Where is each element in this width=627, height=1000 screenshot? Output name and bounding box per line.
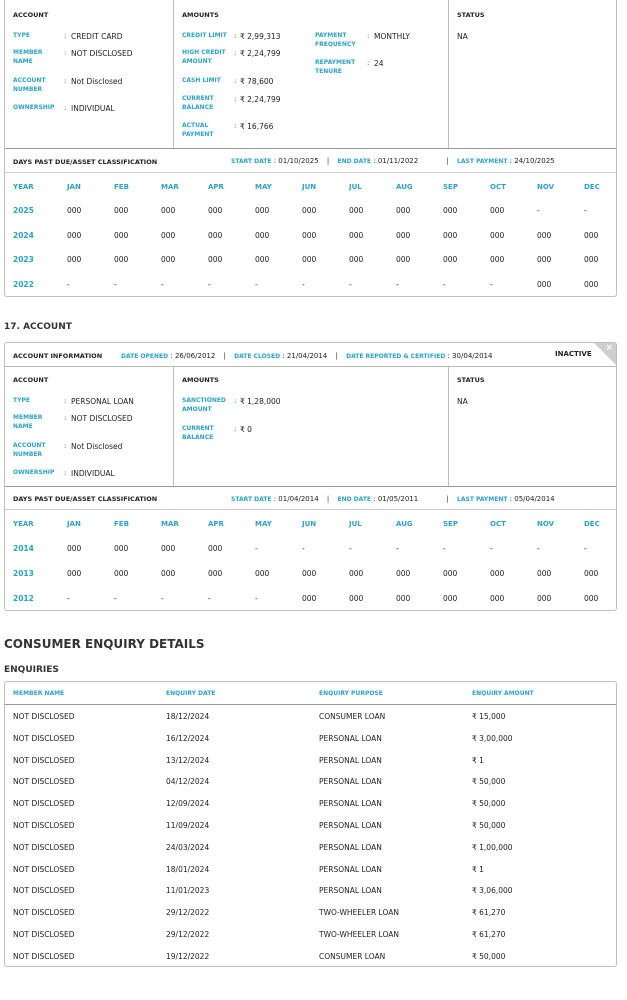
member-name-label: MEMBER NAME — [13, 414, 43, 430]
year-header: YEAR — [13, 520, 34, 528]
dpd-cell: - — [490, 544, 493, 553]
dpd-cell: 000 — [114, 206, 129, 215]
dpd-cell: - — [584, 544, 587, 553]
dpd-cell: 000 — [302, 594, 317, 603]
dpd-cell: 000 — [349, 230, 364, 240]
enquiry-date: 04/12/2024 — [166, 777, 210, 787]
month-header-jun: JUN — [302, 520, 317, 528]
colon: : — [64, 77, 67, 85]
enquiry-amount: ₹ 1 — [472, 755, 484, 765]
divider — [448, 367, 449, 487]
start-date-value: 01/10/2025 — [278, 157, 319, 165]
date-opened-value: 26/06/2012 — [174, 352, 216, 360]
enquiry-purpose: TWO-WHEELER LOAN — [319, 908, 399, 918]
status-value: NA — [457, 32, 468, 41]
dpd-cell: - — [161, 280, 164, 290]
enquiry-date: 18/12/2024 — [166, 712, 210, 721]
dpd-cell: - — [537, 206, 540, 215]
month-header-nov: NOV — [537, 183, 555, 191]
enquiry-date: 12/09/2024 — [166, 799, 210, 809]
enquiry-purpose-header: ENQUIRY PURPOSE — [319, 690, 383, 697]
dpd-title: DAYS PAST DUE/ASSET CLASSIFICATION — [13, 495, 158, 503]
date-reported-label: DATE REPORTED & CERTIFIED — [346, 353, 446, 360]
dpd-cell: - — [443, 280, 446, 290]
colon: : — [234, 32, 237, 40]
colon: : — [64, 32, 67, 40]
status-heading: STATUS — [457, 11, 485, 19]
member-name-label: MEMBER NAME — [13, 49, 43, 65]
account-17-card — [4, 342, 617, 611]
dpd-cell: 000 — [443, 230, 458, 240]
colon: : — [64, 469, 67, 477]
close-icon[interactable]: × — [605, 343, 613, 353]
current-balance-label: CURRENT BALANCE — [182, 425, 214, 441]
enquiry-purpose: TWO-WHEELER LOAN — [319, 930, 399, 939]
dpd-cell: 000 — [67, 569, 82, 578]
month-header-may: MAY — [255, 520, 272, 528]
separator: | — [326, 157, 330, 165]
month-header-apr: APR — [208, 520, 224, 528]
start-date-label: START DATE — [231, 158, 272, 165]
ownership-value: INDIVIDUAL — [71, 469, 115, 478]
account-number-label: ACCOUNT NUMBER — [13, 442, 46, 458]
dpd-cell: 000 — [255, 255, 270, 265]
dpd-title: DAYS PAST DUE/ASSET CLASSIFICATION — [13, 158, 158, 166]
last-payment-value: 24/10/2025 — [514, 157, 555, 165]
separator: | — [446, 157, 449, 165]
enquiry-date: 11/09/2024 — [166, 821, 210, 830]
divider — [5, 509, 616, 510]
enquiry-date: 29/12/2022 — [166, 908, 210, 918]
divider — [173, 367, 174, 487]
dpd-cell: - — [67, 594, 70, 603]
enquiry-purpose: PERSONAL LOAN — [319, 799, 382, 809]
month-header-jul: JUL — [349, 520, 362, 528]
enquiry-purpose: CONSUMER LOAN — [319, 951, 386, 961]
current-balance-value: ₹ 0 — [240, 425, 252, 434]
end-date-value: 01/05/2011 — [377, 495, 419, 503]
divider — [5, 486, 616, 487]
dpd-cell: - — [537, 544, 540, 553]
dpd-cell: 000 — [490, 569, 505, 578]
start-date-label: START DATE — [231, 496, 272, 503]
month-header-feb: FEB — [114, 183, 129, 191]
enquiries-subtitle: ENQUIRIES — [4, 665, 59, 675]
enquiry-purpose: PERSONAL LOAN — [319, 821, 382, 830]
dpd-cell: 000 — [349, 569, 364, 578]
type-value: CREDIT CARD — [71, 32, 123, 41]
dpd-dates: START DATE : 01/04/2014 | END DATE : 01/05/2011 | LAST PAYMENT : 05/04/2014 — [231, 495, 555, 503]
dpd-cell: 000 — [161, 255, 176, 265]
month-header-mar: MAR — [161, 520, 179, 528]
dpd-cell: 000 — [537, 569, 552, 578]
dpd-cell: - — [302, 544, 305, 553]
amounts-heading: AMOUNTS — [182, 376, 219, 384]
colon: : — [64, 49, 67, 57]
enquiry-amount: ₹ 50,000 — [472, 821, 506, 830]
dpd-cell: 000 — [67, 206, 82, 215]
amounts-heading: AMOUNTS — [182, 11, 219, 19]
enquiry-purpose: PERSONAL LOAN — [319, 777, 382, 787]
enquiry-member: NOT DISCLOSED — [13, 799, 75, 809]
colon: : — [367, 32, 370, 40]
current-balance-label: CURRENT BALANCE — [182, 95, 214, 111]
date-opened-label: DATE OPENED — [121, 353, 169, 360]
credit-limit-value: ₹ 2,99,313 — [240, 32, 281, 41]
account-heading: ACCOUNT — [13, 11, 49, 19]
dpd-cell: - — [396, 544, 399, 553]
dpd-cell: - — [67, 280, 70, 290]
colon: : — [234, 95, 237, 103]
ownership-label: OWNERSHIP — [13, 104, 55, 111]
dpd-cell: - — [584, 206, 587, 215]
dpd-cell: 000 — [490, 255, 505, 265]
enquiry-amount: ₹ 15,000 — [472, 712, 506, 721]
sanctioned-amount-label: SANCTIONED AMOUNT — [182, 397, 226, 413]
enquiry-table — [4, 681, 617, 967]
month-header-feb: FEB — [114, 520, 129, 528]
cash-limit-label: CASH LIMIT — [182, 77, 221, 84]
cash-limit-value: ₹ 78,600 — [240, 77, 274, 86]
month-header-oct: OCT — [490, 520, 506, 528]
ownership-label: OWNERSHIP — [13, 469, 55, 476]
month-header-apr: APR — [208, 183, 224, 191]
dpd-cell: 000 — [537, 230, 552, 240]
member-name-value: NOT DISCLOSED — [71, 49, 133, 58]
dpd-cell: 000 — [114, 230, 129, 240]
divider — [173, 0, 174, 149]
divider — [5, 148, 616, 149]
enquiry-member: NOT DISCLOSED — [13, 755, 75, 765]
enquiry-member: NOT DISCLOSED — [13, 777, 75, 787]
dpd-cell: - — [396, 280, 399, 290]
divider — [5, 704, 616, 705]
enquiry-member: NOT DISCLOSED — [13, 864, 75, 874]
member-name-value: NOT DISCLOSED — [71, 414, 133, 423]
enquiry-amount: ₹ 61,270 — [472, 908, 506, 918]
account-info-title: ACCOUNT INFORMATION — [13, 352, 103, 360]
dpd-cell: - — [208, 280, 211, 290]
enquiry-section-title: CONSUMER ENQUIRY DETAILS — [4, 637, 205, 651]
actual-payment-label: ACTUAL PAYMENT — [182, 122, 214, 138]
member-name-header: MEMBER NAME — [13, 690, 65, 697]
enquiry-member: NOT DISCLOSED — [13, 886, 75, 896]
dpd-cell: 000 — [396, 255, 411, 265]
separator: | — [223, 352, 226, 360]
dpd-cell: 000 — [584, 255, 599, 265]
enquiry-amount: ₹ 61,270 — [472, 930, 506, 939]
dpd-cell: 000 — [443, 569, 458, 578]
year-link-2014[interactable]: 2014 — [13, 544, 34, 553]
dpd-dates: START DATE : 01/10/2025 | END DATE : 01/11/2022 | LAST PAYMENT : 24/10/2025 — [231, 157, 555, 165]
account-number-value: Not Disclosed — [71, 442, 123, 451]
enquiry-member: NOT DISCLOSED — [13, 930, 75, 939]
sanctioned-amount-value: ₹ 1,28,000 — [240, 397, 281, 406]
dpd-cell: 000 — [161, 569, 176, 578]
status-badge: INACTIVE — [555, 350, 592, 358]
credit-limit-label: CREDIT LIMIT — [182, 32, 227, 39]
year-link-2013[interactable]: 2013 — [13, 569, 34, 578]
year-link-2023[interactable]: 2023 — [13, 255, 34, 265]
dpd-cell: 000 — [208, 255, 223, 265]
month-header-jan: JAN — [67, 183, 81, 191]
month-header-dec: DEC — [584, 183, 600, 191]
dpd-cell: 000 — [396, 206, 411, 215]
month-header-may: MAY — [255, 183, 272, 191]
year-link-2025[interactable]: 2025 — [13, 206, 34, 215]
enquiry-purpose: CONSUMER LOAN — [319, 712, 386, 721]
dpd-cell: 000 — [255, 206, 270, 215]
dpd-cell: 000 — [161, 206, 176, 215]
ownership-value: INDIVIDUAL — [71, 104, 115, 113]
date-closed-value: 21/04/2014 — [286, 352, 328, 360]
month-header-aug: AUG — [396, 520, 413, 528]
month-header-jul: JUL — [349, 183, 362, 191]
dpd-cell: 000 — [396, 230, 411, 240]
account-16-card — [4, 0, 617, 297]
account-dates: DATE OPENED : 26/06/2012 | DATE CLOSED : 21/04/2014 | DATE REPORTED & CERTIFIED : 30/04/2014 — [121, 352, 493, 360]
enquiry-purpose: PERSONAL LOAN — [319, 864, 382, 874]
colon: : — [64, 414, 67, 422]
dpd-cell: - — [114, 594, 117, 603]
dpd-cell: 000 — [208, 544, 223, 553]
payment-frequency-label: PAYMENT FREQUENCY — [315, 32, 356, 48]
enquiry-member: NOT DISCLOSED — [13, 712, 75, 721]
dpd-cell: 000 — [114, 544, 129, 553]
dpd-cell: 000 — [584, 569, 599, 578]
type-label: TYPE — [13, 32, 30, 39]
enquiry-amount: ₹ 1 — [472, 864, 484, 874]
dpd-cell: 000 — [584, 230, 599, 240]
colon: : — [64, 397, 67, 405]
enquiry-amount: ₹ 50,000 — [472, 951, 506, 961]
dpd-cell: 000 — [349, 255, 364, 265]
year-header: YEAR — [13, 183, 34, 191]
type-label: TYPE — [13, 397, 30, 404]
enquiry-date: 24/03/2024 — [166, 842, 210, 852]
enquiry-amount: ₹ 3,06,000 — [472, 886, 513, 896]
status-value: NA — [457, 397, 468, 406]
dpd-cell: 000 — [302, 255, 317, 265]
dpd-cell: 000 — [537, 255, 552, 265]
repayment-tenure-label: REPAYMENT TENURE — [315, 59, 356, 75]
enquiry-date: 13/12/2024 — [166, 755, 210, 765]
divider — [5, 366, 616, 367]
enquiry-date: 18/01/2024 — [166, 864, 210, 874]
account-heading: ACCOUNT — [13, 376, 49, 384]
month-header-sep: SEP — [443, 520, 458, 528]
dpd-cell: 000 — [584, 594, 599, 603]
dpd-cell: - — [208, 594, 211, 603]
dpd-cell: - — [255, 594, 258, 603]
repayment-tenure-value: 24 — [374, 59, 384, 68]
dpd-cell: 000 — [161, 230, 176, 240]
end-date-value: 01/11/2022 — [377, 157, 419, 165]
enquiry-date: 29/12/2022 — [166, 930, 210, 939]
dpd-cell: 000 — [584, 280, 599, 290]
dpd-cell: 000 — [302, 206, 317, 215]
dpd-cell: 000 — [349, 206, 364, 215]
dpd-cell: 000 — [396, 594, 411, 603]
enquiry-amount: ₹ 50,000 — [472, 777, 506, 787]
month-header-jun: JUN — [302, 183, 317, 191]
enquiry-date: 11/01/2023 — [166, 886, 210, 896]
dpd-cell: 000 — [537, 280, 552, 290]
dpd-cell: 000 — [396, 569, 411, 578]
dpd-cell: 000 — [443, 594, 458, 603]
dpd-cell: - — [114, 280, 117, 290]
current-balance-value: ₹ 2,24,799 — [240, 95, 281, 104]
dpd-cell: 000 — [490, 206, 505, 215]
dpd-cell: 000 — [255, 569, 270, 578]
account-number-value: Not Disclosed — [71, 77, 123, 86]
enquiry-member: NOT DISCLOSED — [13, 733, 75, 743]
enquiry-amount: ₹ 1,00,000 — [472, 842, 513, 852]
colon: : — [64, 104, 67, 112]
dpd-cell: - — [490, 280, 493, 290]
year-link-2012[interactable]: 2012 — [13, 594, 34, 603]
dpd-cell: 000 — [302, 230, 317, 240]
last-payment-label: LAST PAYMENT — [457, 496, 508, 503]
date-reported-value: 30/04/2014 — [452, 352, 493, 360]
dpd-cell: - — [349, 544, 352, 553]
dpd-cell: 000 — [490, 594, 505, 603]
enquiry-purpose: PERSONAL LOAN — [319, 755, 382, 765]
section-title-17: 17. ACCOUNT — [4, 322, 72, 332]
enquiry-purpose: PERSONAL LOAN — [319, 842, 382, 852]
dpd-cell: - — [302, 280, 305, 290]
last-payment-label: LAST PAYMENT — [457, 158, 508, 165]
enquiry-amount-header: ENQUIRY AMOUNT — [472, 690, 534, 697]
enquiry-member: NOT DISCLOSED — [13, 842, 75, 852]
dpd-cell: 000 — [349, 594, 364, 603]
dpd-cell: 000 — [114, 255, 129, 265]
separator: | — [326, 495, 330, 503]
colon: : — [367, 59, 370, 67]
month-header-mar: MAR — [161, 183, 179, 191]
dpd-cell: - — [161, 594, 164, 603]
start-date-value: 01/04/2014 — [278, 495, 319, 503]
enquiry-member: NOT DISCLOSED — [13, 951, 75, 961]
divider — [5, 172, 616, 173]
colon: : — [234, 77, 237, 85]
dpd-cell: - — [255, 280, 258, 290]
high-credit-value: ₹ 2,24,799 — [240, 49, 281, 58]
dpd-cell: 000 — [67, 230, 82, 240]
date-closed-label: DATE CLOSED — [234, 353, 281, 360]
type-value: PERSONAL LOAN — [71, 397, 134, 406]
dpd-cell: 000 — [443, 206, 458, 215]
enquiry-amount: ₹ 3,00,000 — [472, 733, 513, 743]
dpd-cell: 000 — [208, 206, 223, 215]
actual-payment-value: ₹ 16,766 — [240, 122, 274, 131]
enquiry-member: NOT DISCLOSED — [13, 821, 75, 830]
account-number-label: ACCOUNT NUMBER — [13, 77, 46, 93]
high-credit-label: HIGH CREDIT AMOUNT — [182, 49, 226, 65]
dpd-cell: 000 — [255, 230, 270, 240]
divider — [448, 0, 449, 149]
status-heading: STATUS — [457, 376, 485, 384]
dpd-cell: 000 — [208, 230, 223, 240]
enquiry-member: NOT DISCLOSED — [13, 908, 75, 918]
colon: : — [234, 122, 237, 130]
dpd-cell: 000 — [67, 255, 82, 265]
payment-frequency-value: MONTHLY — [374, 32, 410, 41]
month-header-oct: OCT — [490, 183, 506, 191]
enquiry-amount: ₹ 50,000 — [472, 799, 506, 809]
last-payment-value: 05/04/2014 — [514, 495, 555, 503]
month-header-jan: JAN — [67, 520, 81, 528]
year-link-2022[interactable]: 2022 — [13, 280, 34, 290]
enquiry-date: 19/12/2022 — [166, 951, 210, 961]
enquiry-purpose: PERSONAL LOAN — [319, 733, 382, 743]
month-header-aug: AUG — [396, 183, 413, 191]
dpd-cell: 000 — [114, 569, 129, 578]
dpd-cell: 000 — [161, 544, 176, 553]
enquiry-date-header: ENQUIRY DATE — [166, 690, 216, 697]
dpd-cell: 000 — [208, 569, 223, 578]
year-link-2024[interactable]: 2024 — [13, 230, 34, 240]
dpd-cell: - — [255, 544, 258, 553]
dpd-cell: 000 — [490, 230, 505, 240]
end-date-label: END DATE — [337, 158, 372, 165]
month-header-nov: NOV — [537, 520, 555, 528]
end-date-label: END DATE — [337, 496, 372, 503]
month-header-dec: DEC — [584, 520, 600, 528]
dpd-cell: - — [443, 544, 446, 553]
dpd-cell: 000 — [443, 255, 458, 265]
dpd-cell: 000 — [67, 544, 82, 553]
month-header-sep: SEP — [443, 183, 458, 191]
enquiry-date: 16/12/2024 — [166, 733, 210, 743]
colon: : — [234, 425, 237, 433]
separator: | — [446, 495, 449, 503]
colon: : — [234, 397, 237, 405]
enquiry-purpose: PERSONAL LOAN — [319, 886, 382, 896]
dpd-cell: - — [349, 280, 352, 290]
dpd-cell: 000 — [537, 594, 552, 603]
colon: : — [64, 442, 67, 450]
separator: | — [335, 352, 338, 360]
dpd-cell: 000 — [302, 569, 317, 578]
colon: : — [234, 49, 237, 57]
